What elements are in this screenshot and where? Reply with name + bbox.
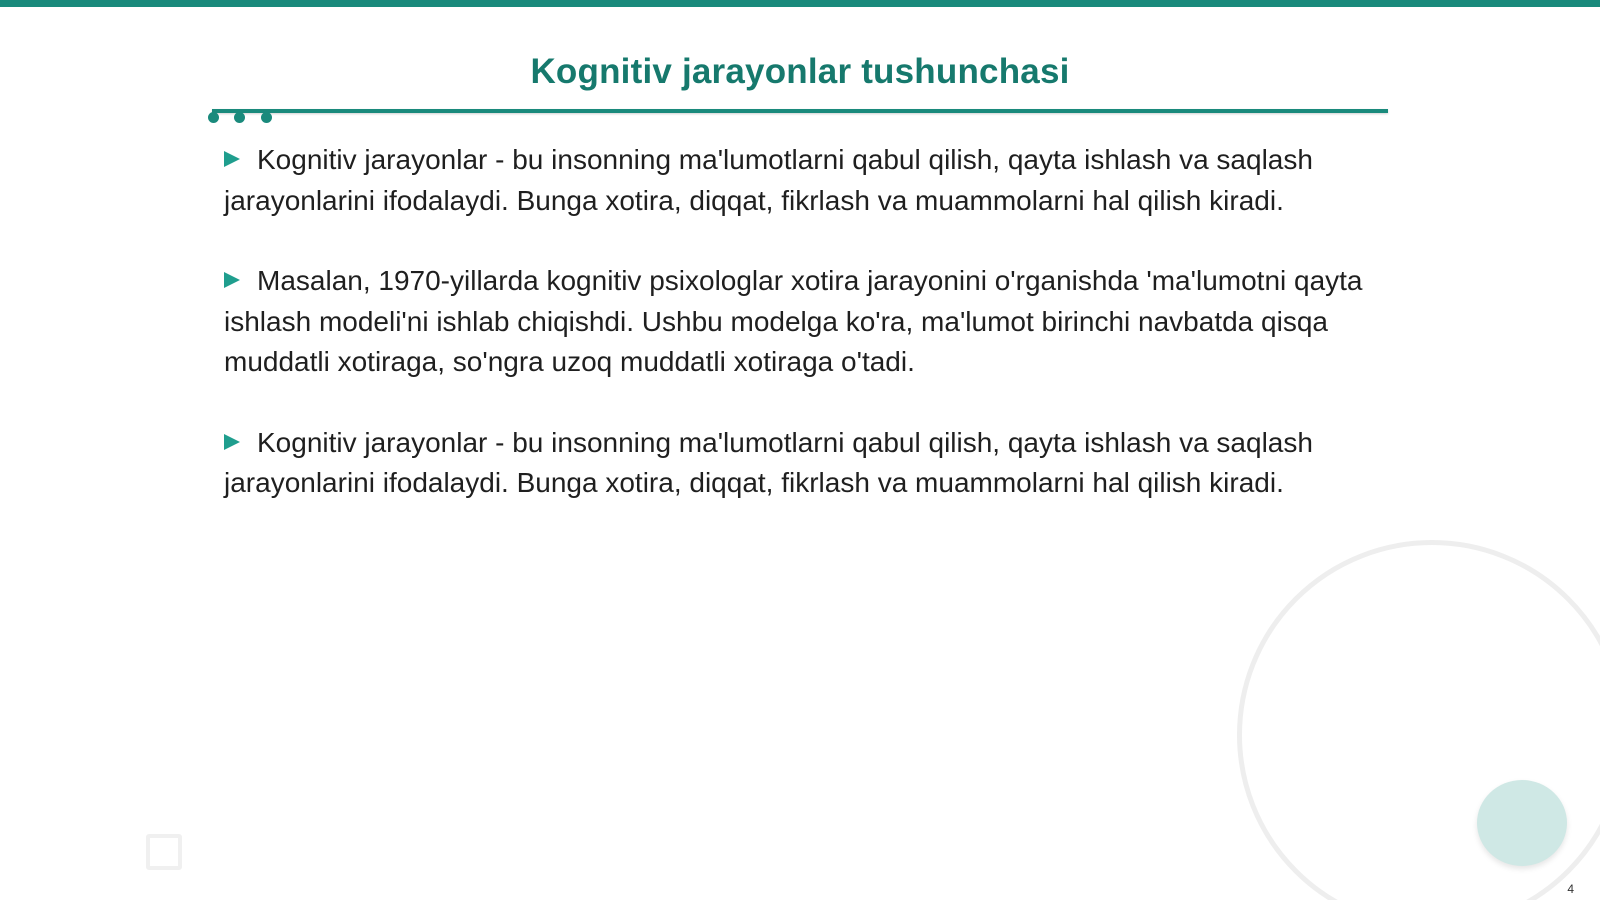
decorative-square bbox=[146, 834, 182, 870]
page-number: 4 bbox=[1567, 882, 1574, 896]
bullet-item bbox=[224, 423, 1384, 504]
bullet-list bbox=[224, 140, 1384, 544]
title-divider bbox=[212, 109, 1388, 113]
decorative-circle bbox=[1477, 780, 1567, 866]
bullet-text: Kognitiv jarayonlar - bu insonning ma'lumotlarni qabul qilish, qayta ishlash va saqlash jarayonlarini ifodalaydi. Bunga xotira, diqqat, fikrlash va muammolarni hal qilish kiradi. bbox=[224, 144, 1313, 216]
divider-dot bbox=[234, 112, 245, 123]
divider-dot bbox=[208, 112, 219, 123]
play-triangle-icon bbox=[224, 434, 240, 450]
bullet-item bbox=[224, 140, 1384, 221]
play-triangle-icon bbox=[224, 151, 240, 167]
top-accent-bar bbox=[0, 0, 1600, 7]
divider-dot bbox=[261, 112, 272, 123]
play-triangle-icon bbox=[224, 272, 240, 288]
bullet-item bbox=[224, 261, 1384, 383]
slide-title: Kognitiv jarayonlar tushunchasi bbox=[530, 52, 1070, 91]
bullet-text: Masalan, 1970-yillarda kognitiv psixologlar xotira jarayonini o'rganishda 'ma'lumotni qayta ishlash modeli'ni ishlab chiqishdi. Ushbu modelga ko'ra, ma'lumot birinchi navbatda qisqa muddatli xotiraga, so'ngra uzoq muddatli xotiraga o'tadi. bbox=[224, 265, 1363, 377]
bullet-text: Kognitiv jarayonlar - bu insonning ma'lumotlarni qabul qilish, qayta ishlash va saqlash jarayonlarini ifodalaydi. Bunga xotira, diqqat, fikrlash va muammolarni hal qilish kiradi. bbox=[224, 426, 1313, 498]
